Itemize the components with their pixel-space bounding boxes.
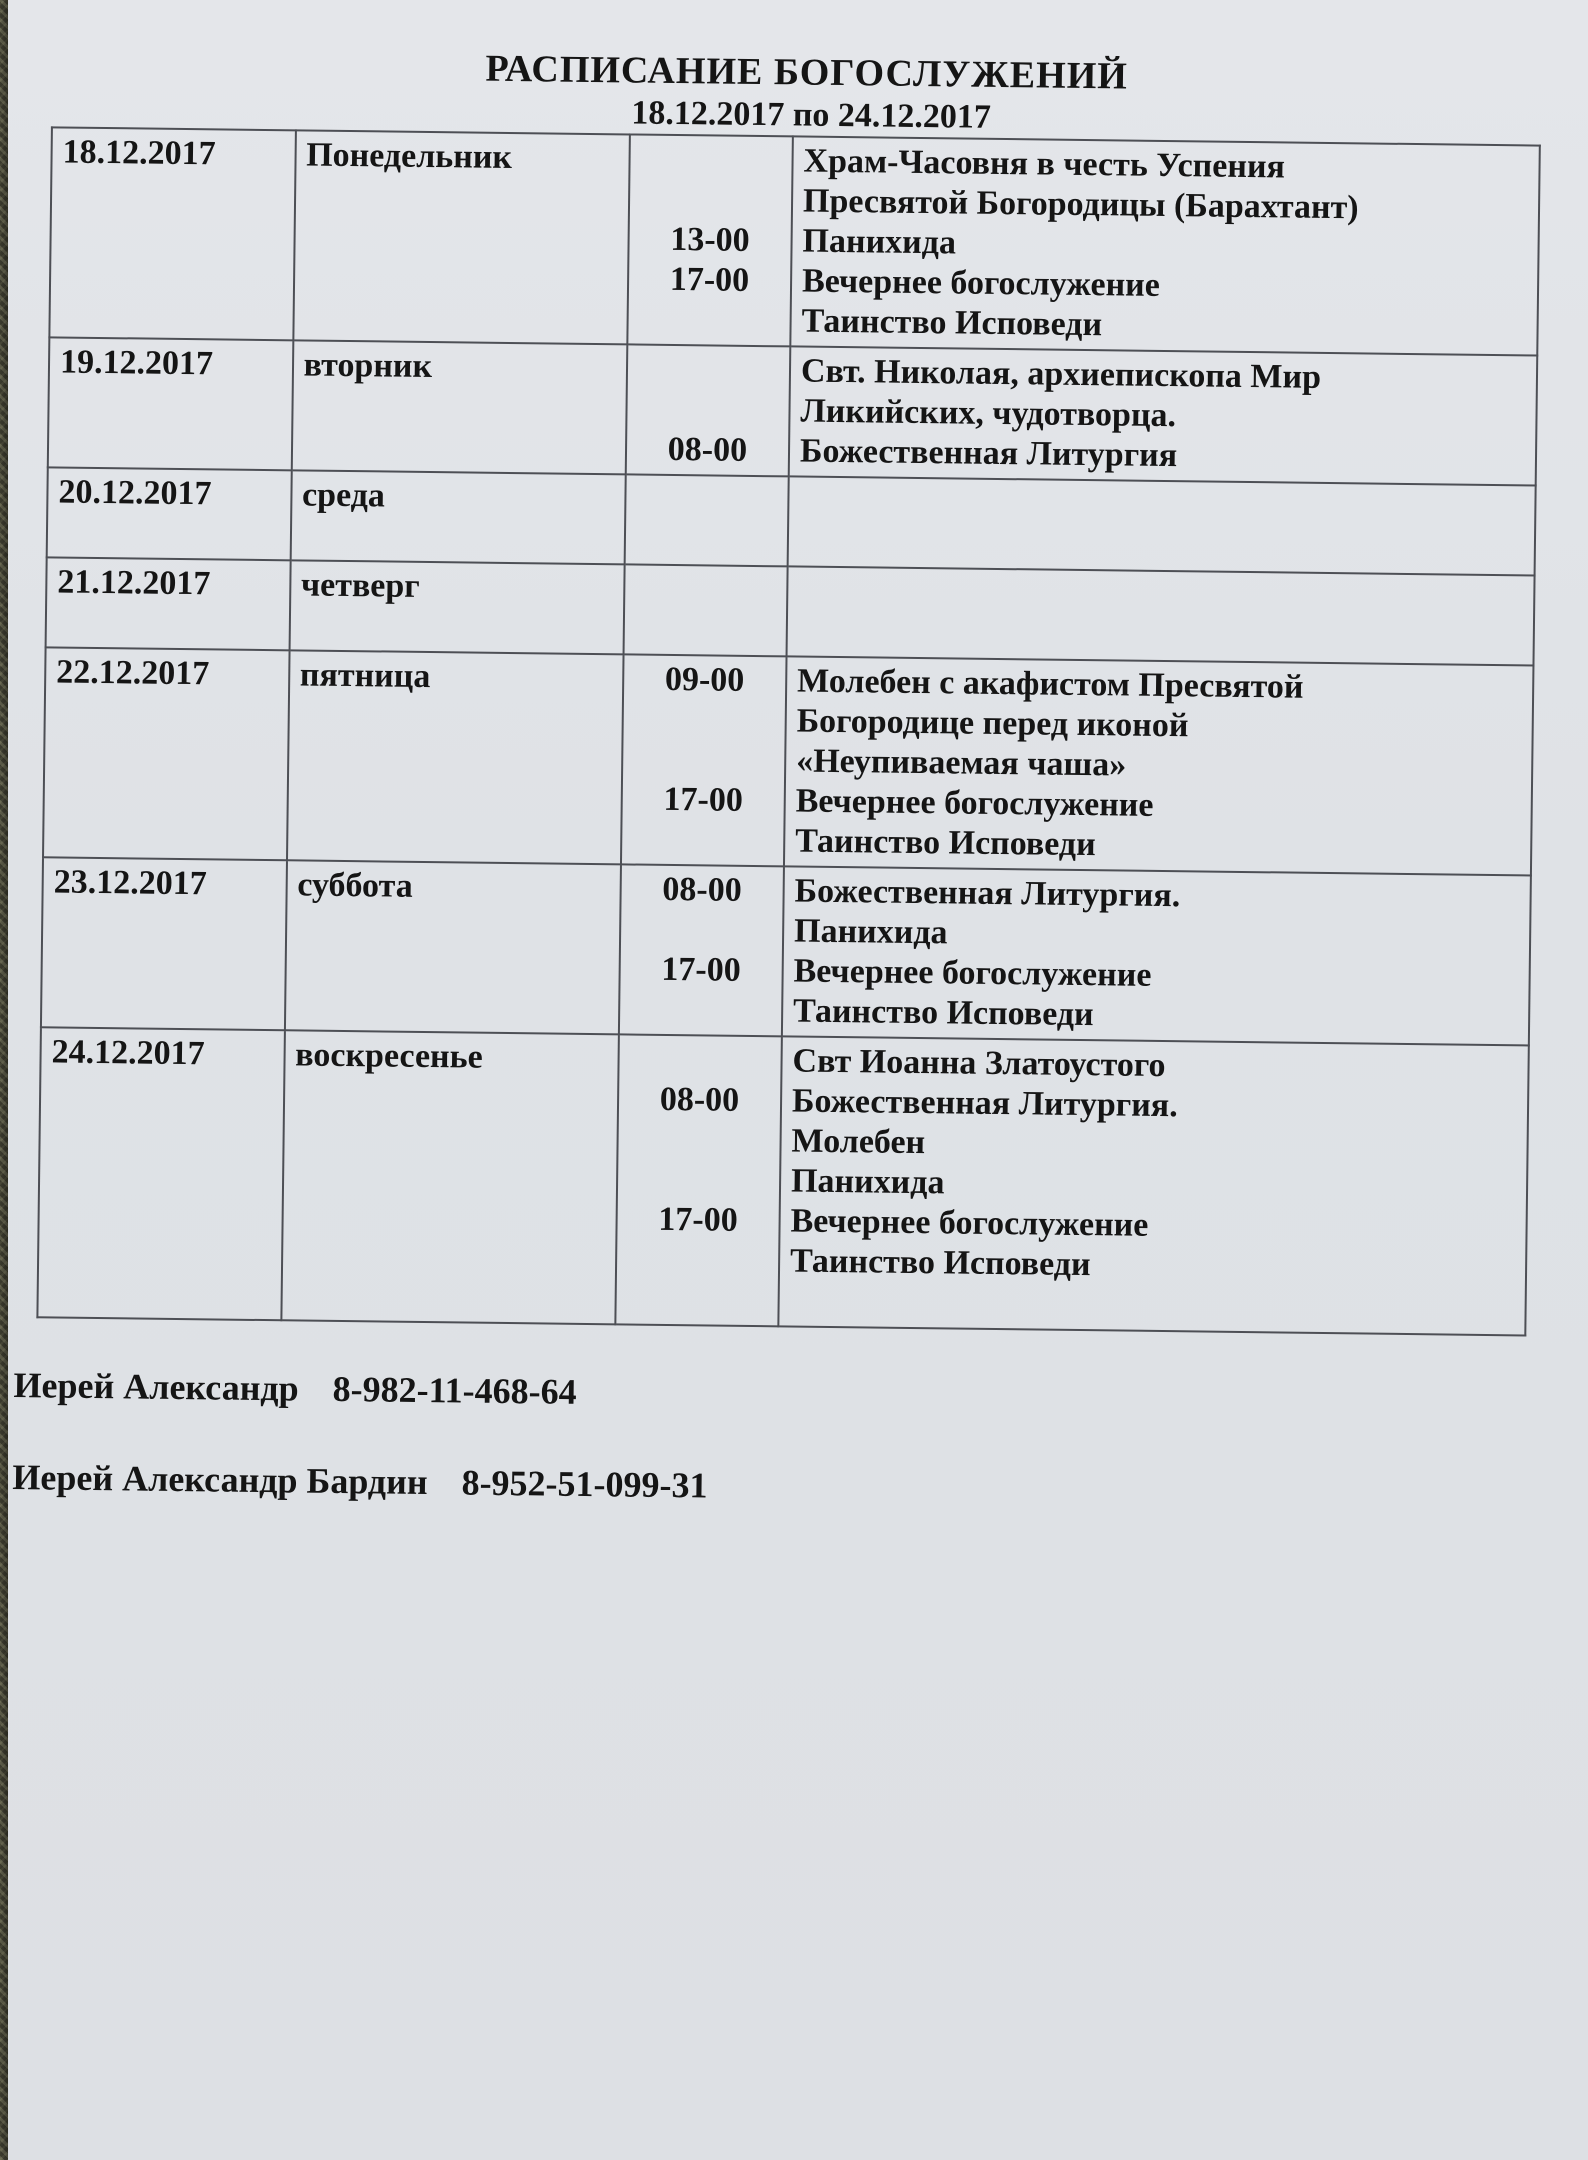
- service-time: [632, 820, 774, 862]
- schedule-weekday: среда: [290, 470, 625, 564]
- service-time: 17-00: [663, 780, 744, 819]
- service-time: [638, 300, 780, 342]
- service-name: Вечернее богослужение: [801, 262, 1161, 304]
- service-name: Панихида: [793, 912, 948, 952]
- service-time: [633, 700, 775, 742]
- contact-name: Иерей Александр: [13, 1364, 299, 1409]
- service-time: [636, 480, 778, 522]
- document-content: [4, 40, 1562, 1567]
- service-time: 09-00: [664, 660, 745, 699]
- schedule-times: [621, 654, 787, 866]
- schedule-times: [619, 864, 784, 1036]
- service-name: Таинство Исповеди: [794, 822, 1096, 864]
- schedule-date: 19.12.2017: [48, 337, 293, 470]
- service-name: Божественная Литургия: [799, 432, 1178, 475]
- service-time: [626, 1279, 768, 1321]
- service-time: 13-00: [670, 220, 750, 259]
- schedule-date: 18.12.2017: [49, 127, 295, 340]
- schedule-weekday: Понедельник: [293, 130, 630, 344]
- schedule-date: 22.12.2017: [43, 647, 289, 860]
- service-name: Пресвятой Богородицы (Барахтант): [802, 182, 1359, 227]
- contact-phone: 8-982-11-468-64: [332, 1368, 577, 1412]
- schedule-services: [789, 346, 1538, 485]
- service-time: [628, 1119, 770, 1161]
- service-name: «Неупиваемая чаша»: [795, 742, 1127, 784]
- service-time: [638, 350, 780, 392]
- schedule-times: [623, 564, 787, 656]
- service-name: [789, 1281, 1514, 1330]
- service-name: Молебен с акафистом Пресвятой: [796, 662, 1304, 706]
- document-period: 18.12.2017 по 24.12.2017: [631, 94, 992, 136]
- service-name: Таинство Исповеди: [792, 992, 1094, 1034]
- contact-line: [12, 1456, 1544, 1517]
- schedule-date: 20.12.2017: [47, 467, 292, 560]
- service-name: Свт Иоанна Златоустого: [792, 1042, 1166, 1085]
- schedule-weekday: суббота: [285, 860, 621, 1034]
- service-name: Свт. Николая, архиепископа Мир: [800, 352, 1322, 396]
- schedule-weekday: воскресенье: [281, 1030, 619, 1324]
- schedule-weekday: четверг: [289, 560, 624, 654]
- service-name: Храм-Часовня в честь Успения: [803, 142, 1286, 186]
- document-title: РАСПИСАНИЕ БОГОСЛУЖЕНИЙ: [485, 47, 1129, 98]
- schedule-services: [778, 1036, 1529, 1335]
- service-time: [640, 140, 782, 182]
- schedule-row: [43, 647, 1533, 875]
- service-time: [635, 570, 777, 612]
- service-name: Божественная Литургия.: [794, 872, 1181, 915]
- contact-name: Иерей Александр Бардин: [12, 1456, 428, 1503]
- service-name: Вечернее богослужение: [790, 1202, 1149, 1244]
- schedule-services: [790, 136, 1540, 355]
- service-time: 08-00: [667, 430, 748, 469]
- schedule-weekday: вторник: [291, 340, 627, 474]
- schedule-date: 21.12.2017: [46, 557, 291, 650]
- service-time: 17-00: [658, 1200, 738, 1239]
- service-name: Ликийских, чудотворца.: [800, 392, 1177, 435]
- service-time: [637, 390, 779, 432]
- service-time: [634, 610, 776, 652]
- service-time: [631, 910, 773, 952]
- service-time: 17-00: [661, 950, 741, 989]
- service-time: 08-00: [662, 870, 742, 909]
- service-time: [629, 1039, 771, 1081]
- schedule-services: [784, 656, 1534, 875]
- schedule-table: [36, 126, 1540, 1336]
- schedule-date: 23.12.2017: [41, 857, 287, 1030]
- schedule-times: [627, 134, 793, 346]
- service-name: Панихида: [790, 1162, 945, 1202]
- service-name: Таинство Исповеди: [789, 1242, 1091, 1284]
- service-time: [633, 740, 775, 782]
- contacts-section: [12, 1364, 1546, 1517]
- schedule-body: [37, 127, 1539, 1335]
- schedule-date: 24.12.2017: [37, 1027, 284, 1320]
- service-name: [799, 522, 1524, 571]
- service-time: [628, 1159, 770, 1201]
- service-time: [640, 180, 782, 222]
- service-name: Вечернее богослужение: [795, 782, 1154, 824]
- service-name: Молебен: [791, 1122, 926, 1162]
- service-name: Вечернее богослужение: [793, 952, 1152, 994]
- schedule-services: [786, 566, 1534, 665]
- schedule-row: [41, 857, 1531, 1045]
- schedule-row: [37, 1027, 1528, 1335]
- schedule-weekday: пятница: [287, 650, 624, 864]
- service-time: [630, 990, 772, 1032]
- schedule-services: [788, 476, 1536, 575]
- schedule-services: [782, 866, 1531, 1045]
- schedule-times: [615, 1034, 782, 1326]
- schedule-row: [48, 337, 1537, 485]
- service-name: Богородице перед иконой: [796, 702, 1189, 745]
- contact-line: [13, 1364, 1545, 1425]
- paper-sheet: [8, 0, 1588, 2160]
- service-name: Божественная Литургия.: [791, 1082, 1178, 1125]
- service-time: [627, 1239, 769, 1281]
- service-name: [798, 612, 1523, 661]
- contact-phone: 8-952-51-099-31: [461, 1462, 708, 1506]
- schedule-times: [624, 474, 788, 566]
- schedule-row: [49, 127, 1539, 355]
- service-name: Панихида: [802, 222, 957, 262]
- service-time: [636, 520, 778, 562]
- service-time: 17-00: [669, 260, 750, 299]
- schedule-times: [626, 344, 791, 476]
- service-time: 08-00: [659, 1080, 740, 1119]
- service-name: Таинство Исповеди: [801, 302, 1103, 344]
